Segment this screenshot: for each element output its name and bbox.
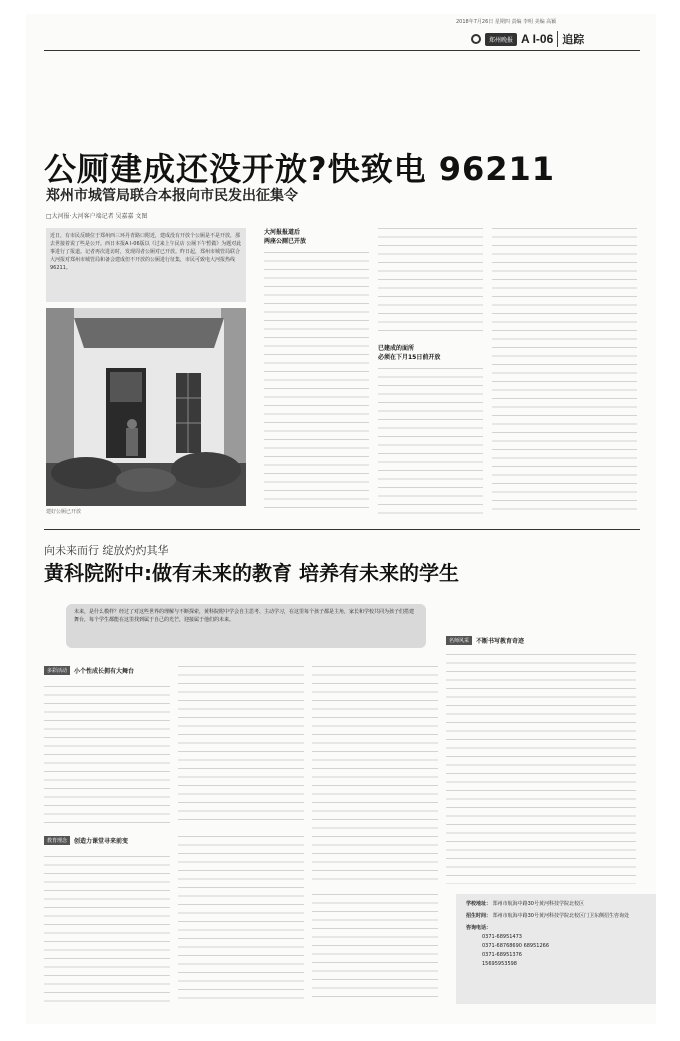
article2-column-3-text: [312, 666, 438, 884]
section-tag: 名师风采: [446, 636, 472, 645]
newspaper-page: [26, 14, 656, 1024]
article2-column-7: [312, 894, 438, 1006]
address-line: [466, 900, 646, 909]
section-creativity: [44, 836, 128, 845]
schedule-label: 招生时间：: [466, 913, 492, 919]
article1-column-4-text: [492, 228, 637, 513]
section-badge: 郑州晚报: [485, 33, 517, 46]
page-number: A I-06: [521, 32, 554, 46]
article1-column-4: [492, 228, 637, 518]
article2-column-4-text: [446, 654, 636, 884]
section-activities: [44, 666, 134, 675]
article1-column-3: [378, 228, 483, 518]
article1-subtitle-1: 大河报报道后 两座公厕已开放: [264, 229, 307, 245]
article1-subtitle-2: 已建成的面所 必须在下月15日前开放: [378, 345, 441, 361]
article1-lead-box: [46, 228, 246, 302]
article2-headline: 黄科院附中:做有未来的教育 培养有未来的学生: [44, 561, 459, 585]
article2-column-7-text: [312, 894, 438, 1004]
address-value: 郑州市航海中路30号黄河科技学院北校区: [492, 901, 584, 907]
article1-headline: 公厕建成还没开放?快致电 96211: [44, 150, 556, 188]
section-famous-teachers: [446, 636, 524, 645]
article2-kicker: 向未来而行 绽放灼灼其华: [44, 544, 169, 557]
article-divider: [44, 529, 640, 530]
section-tag: 多彩活动: [44, 666, 70, 675]
issue-date-line: 2018年7月26日 星期四 责编 李明 美编 高颖: [456, 19, 557, 25]
header-rule: [44, 50, 640, 51]
section-title: 小个性成长拥有大舞台: [74, 668, 135, 675]
toilet-building-illustration: [46, 308, 246, 506]
article2-column-4: [446, 654, 636, 886]
article1-photo: [46, 308, 246, 506]
article2-column-5: [44, 856, 170, 1006]
school-info-box: [456, 894, 656, 1004]
article1-lead-text: 近日，有市民反映位于郑州西三环丹青路口附近，建成没有开放个公厕是不是开放，那去世接着说了些是公开。西日本报A I-06版以《过来上午民店 公厕下午暂做》为题对此事进行了报道。记者再次进访时，发现周者公厕对已开放。昨日起，郑州市城管局联合大河报对郑州市城管局和备会建成但不开放的公厕进行征集，市民可致电大河报热线96211。: [50, 233, 242, 271]
section-title: 不断书写教育奇迹: [476, 638, 525, 645]
article1-byline: □大河报·大河客户端记者 吴嘉嘉 文图: [46, 213, 148, 220]
phone-number: 0371-68951473: [482, 934, 522, 940]
article2-column-5-text: [44, 856, 170, 1004]
section-header: [471, 31, 584, 47]
article2-column-2: [178, 666, 304, 826]
article2-column-3: [312, 666, 438, 886]
section-title: 创造力课堂寻来前变: [74, 838, 129, 845]
address-label: 学校地址：: [466, 901, 492, 907]
article1-column-3-text-a: [378, 228, 483, 338]
article2-column-6: [178, 836, 304, 1006]
column-name: 追踪: [557, 31, 584, 47]
article2-intro-box: 未来，是什么模样？经过了对这些世界的理解与不断探索，黄科院附中学会自主思考、主动学习，在这里每个孩子都是主角，家长和学校共同为孩子们搭建舞台，每个学生都能在这里找到属于自己的光芒，迎接属于他们的未来。: [66, 604, 426, 648]
photo-caption: 建好公厕已开放: [46, 509, 82, 515]
article1-subhead: 郑州市城管局联合本报向市民发出征集令: [46, 188, 298, 204]
phone-number: 0371-68768690 68951266: [482, 943, 550, 949]
section-tag: 教育理念: [44, 836, 70, 845]
article1-column-2: [264, 228, 369, 518]
schedule-line: [466, 912, 646, 921]
phone-label: 咨询电话：: [466, 925, 492, 931]
article2-column-1-text: [44, 686, 170, 824]
phone-line: [466, 924, 646, 933]
article2-column-2-text: [178, 666, 304, 824]
article1-column-2-text: [264, 252, 369, 512]
newspaper-logo-icon: [471, 34, 481, 44]
article2-column-6-text: [178, 836, 304, 1004]
article1-column-3-text-b: [378, 368, 483, 518]
schedule-value: 郑州市航海中路30号黄河科技学院北校区门卫东侧招生咨询处: [492, 913, 629, 919]
article2-column-1: [44, 686, 170, 826]
phone-number: 15695953598: [482, 961, 517, 967]
phone-number: 0371-68951376: [482, 952, 522, 958]
